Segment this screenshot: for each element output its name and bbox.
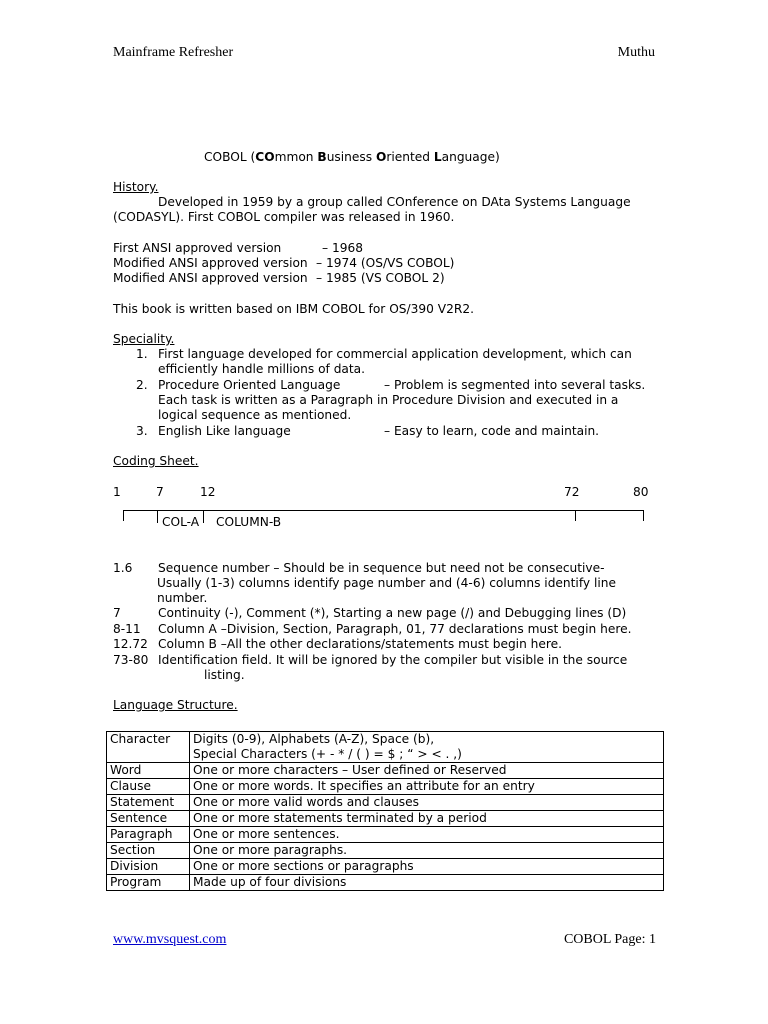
coding-key: 7	[113, 606, 121, 620]
table-row	[107, 763, 664, 779]
table-desc: One or more valid words and clauses	[190, 795, 664, 811]
list-item-text: First language developed for commercial application development, which can	[158, 347, 632, 361]
coding-desc: Sequence number – Should be in sequence but need not be consecutive-	[158, 561, 605, 575]
table-desc: One or more characters – User defined or Reserved	[190, 763, 664, 779]
title-language: anguage)	[441, 150, 500, 164]
list-item-note: – Problem is segmented into several tasks.	[384, 378, 646, 392]
title-oriented: riented	[386, 150, 434, 164]
table-row	[107, 875, 664, 891]
col-a-label: COL-A	[162, 515, 200, 529]
column-number: 7	[156, 485, 164, 499]
header-title: Mainframe Refresher	[113, 45, 234, 60]
table-desc: One or more statements terminated by a period	[190, 811, 664, 827]
book-note: This book is written based on IBM COBOL for OS/390 V2R2.	[113, 302, 474, 316]
list-item-text: logical sequence as mentioned.	[158, 408, 352, 422]
table-desc-line: Digits (0-9), Alphabets (A-Z), Space (b),	[193, 732, 435, 746]
coding-desc: number.	[157, 591, 208, 605]
column-number: 80	[633, 485, 649, 499]
list-item-number: 3.	[136, 424, 148, 438]
version-label: Modified ANSI approved version	[113, 271, 308, 285]
language-heading: Language Structure.	[113, 698, 238, 712]
history-line-1: Developed in 1959 by a group called COnference on DAta Systems Language	[158, 195, 631, 209]
title-business: usiness	[326, 150, 376, 164]
ruler-tick	[203, 510, 204, 523]
page-title	[204, 150, 500, 165]
title-common: mmon	[274, 150, 318, 164]
page-number: COBOL Page: 1	[563, 932, 656, 947]
version-value: – 1985 (VS COBOL 2)	[316, 271, 445, 285]
table-term: Clause	[107, 779, 190, 795]
table-row	[107, 859, 664, 875]
list-item-number: 1.	[136, 347, 148, 361]
column-number: 12	[200, 485, 216, 499]
title-bold-l: L	[433, 150, 442, 164]
title-bold-b: B	[317, 150, 327, 164]
ruler-tick	[643, 510, 644, 521]
version-label: First ANSI approved version	[113, 241, 282, 255]
table-desc-line: Special Characters (+ - * / ( ) = $ ; “ > < . ,)	[193, 747, 462, 761]
table-term: Statement	[107, 795, 190, 811]
table-row	[107, 843, 664, 859]
history-heading: History.	[113, 180, 159, 194]
column-number: 1	[113, 485, 121, 499]
coding-key: 8-11	[113, 622, 141, 636]
table-row	[107, 811, 664, 827]
ruler-tick	[157, 510, 158, 523]
list-item-number: 2.	[136, 378, 148, 392]
table-term: Word	[107, 763, 190, 779]
table-row	[107, 827, 664, 843]
history-line-2: (CODASYL). First COBOL compiler was released in 1960.	[113, 210, 455, 224]
table-desc: One or more sentences.	[190, 827, 664, 843]
column-b-label: COLUMN-B	[216, 515, 282, 529]
title-bold-co: CO	[255, 150, 275, 164]
coding-key: 1.6	[113, 561, 133, 575]
header-author: Muthu	[617, 45, 655, 60]
title-prefix: COBOL (	[204, 150, 256, 164]
list-item-text: English Like language	[158, 424, 291, 438]
table-term: Sentence	[107, 811, 190, 827]
title-bold-o: O	[375, 150, 387, 164]
list-item-text: Procedure Oriented Language	[158, 378, 341, 392]
coding-desc: Column B –All the other declarations/statements must begin here.	[158, 637, 563, 651]
ruler-line	[123, 510, 644, 511]
version-value: – 1974 (OS/VS COBOL)	[316, 256, 455, 270]
ruler-tick	[123, 510, 124, 521]
language-structure-table	[106, 731, 664, 891]
coding-desc: listing.	[204, 668, 245, 682]
version-value: – 1968	[322, 241, 363, 255]
table-desc: One or more paragraphs.	[190, 843, 664, 859]
version-label: Modified ANSI approved version	[113, 256, 308, 270]
website-link[interactable]: www.mvsquest.com	[113, 932, 227, 947]
coding-desc: Identification field. It will be ignored by the compiler but visible in the source	[158, 653, 628, 667]
table-term: Character	[107, 732, 190, 763]
table-row	[107, 795, 664, 811]
ruler-tick	[575, 510, 576, 521]
table-desc: One or more sections or paragraphs	[190, 859, 664, 875]
table-term: Section	[107, 843, 190, 859]
column-number: 72	[564, 485, 580, 499]
table-term: Program	[107, 875, 190, 891]
table-term: Paragraph	[107, 827, 190, 843]
list-item-text: Each task is written as a Paragraph in Procedure Division and executed in a	[158, 393, 619, 407]
table-desc: Made up of four divisions	[190, 875, 664, 891]
table-desc	[190, 732, 664, 763]
coding-desc: Continuity (-), Comment (*), Starting a new page (/) and Debugging lines (D)	[158, 606, 627, 620]
coding-desc: Column A –Division, Section, Paragraph, 01, 77 declarations must begin here.	[158, 622, 632, 636]
table-desc: One or more words. It specifies an attribute for an entry	[190, 779, 664, 795]
list-item-text: efficiently handle millions of data.	[158, 362, 366, 376]
table-row	[107, 779, 664, 795]
table-row	[107, 732, 664, 763]
speciality-heading: Speciality.	[113, 332, 175, 346]
coding-key: 12.72	[113, 637, 148, 651]
table-term: Division	[107, 859, 190, 875]
list-item-note: – Easy to learn, code and maintain.	[384, 424, 600, 438]
coding-heading: Coding Sheet.	[113, 454, 199, 468]
coding-desc: Usually (1-3) columns identify page number and (4-6) columns identify line	[157, 576, 616, 590]
coding-key: 73-80	[113, 653, 149, 667]
